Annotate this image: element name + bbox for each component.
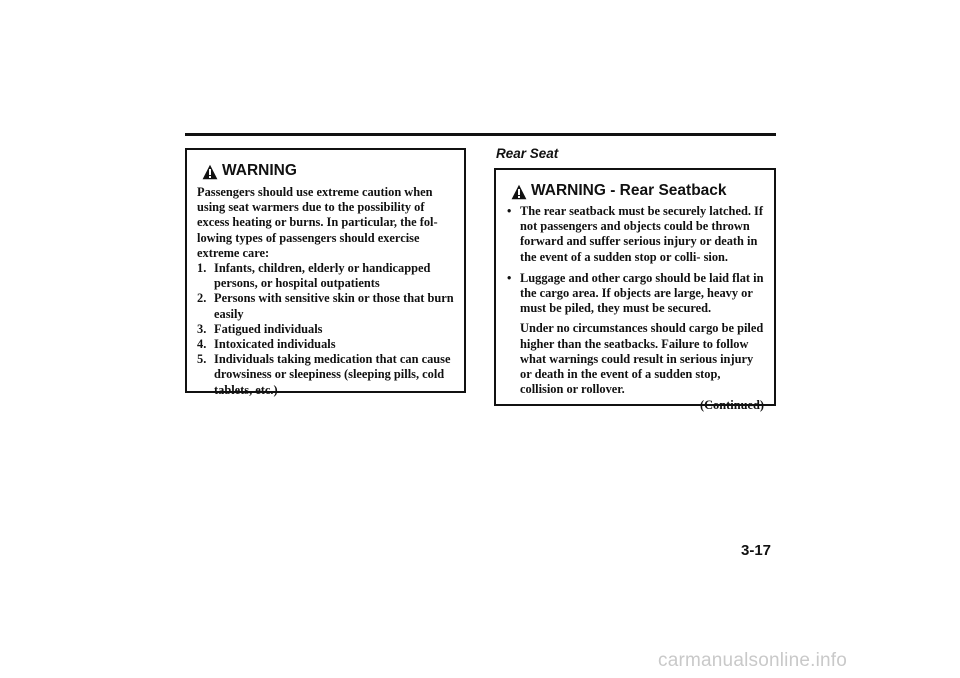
list-item-number: 1. (197, 261, 207, 276)
list-item (197, 337, 454, 352)
right-warning-bullets (506, 204, 764, 316)
right-warning-box (494, 168, 776, 413)
list-item-number: 5. (197, 352, 207, 367)
continued-label: (Continued) (699, 398, 764, 413)
list-item-text: Intoxicated individuals (214, 337, 336, 352)
left-warning-list (197, 261, 454, 398)
right-warning-header (511, 180, 764, 200)
list-item (197, 261, 454, 291)
list-item (197, 291, 454, 321)
bullet-text: The rear seatback must be securely latched. If not passengers and objects could be thrown forward and suffer serious injury or death in the event of a sudden stop or colli- sion. (520, 204, 763, 264)
list-item-text: Individuals taking medication that can cause drowsiness or sleepiness (sleeping pills, cold tablets, etc.) (214, 352, 451, 397)
page-number: 3-17 (741, 542, 772, 559)
list-item-text: Infants, children, elderly or handicapped persons, or hospital outpatients (214, 261, 431, 291)
left-warning-title: WARNING (222, 162, 297, 179)
list-item-number: 3. (197, 321, 207, 336)
right-warning-extra: Under no circumstances should cargo be piled higher than the seatbacks. Failure to follow what warnings could result in serious injury or death in the event of a sudden stop, collision or rollover. (520, 321, 764, 397)
list-item (197, 352, 454, 398)
watermark: carmanualsonline.info (658, 650, 848, 671)
bullet-text: Luggage and other cargo should be laid flat in the cargo area. If objects are large, heavy or must be piled, they must be secured. (520, 270, 764, 316)
left-warning-header (202, 160, 454, 180)
list-item (506, 271, 764, 317)
warning-triangle-icon (511, 184, 527, 200)
bullet-icon: • (507, 270, 512, 285)
left-warning-box (185, 148, 466, 397)
left-warning-intro: Passengers should use extreme caution when using seat warmers due to the possibility of excess heating or burns. In particular, the fol- lowing types of passengers should exercise extreme care: (197, 185, 438, 260)
list-item-text: Fatigued individuals (214, 321, 323, 336)
warning-triangle-icon (202, 164, 218, 180)
bullet-icon: • (507, 204, 512, 218)
list-item-text: Persons with sensitive skin or those that burn easily (214, 291, 454, 321)
list-item-number: 4. (197, 337, 207, 352)
top-rule (185, 133, 776, 136)
right-warning-title: WARNING - Rear Seatback (531, 182, 727, 199)
list-item (506, 204, 764, 265)
list-item-number: 2. (197, 291, 207, 306)
list-item (197, 322, 454, 337)
section-heading: Rear Seat (496, 146, 559, 161)
